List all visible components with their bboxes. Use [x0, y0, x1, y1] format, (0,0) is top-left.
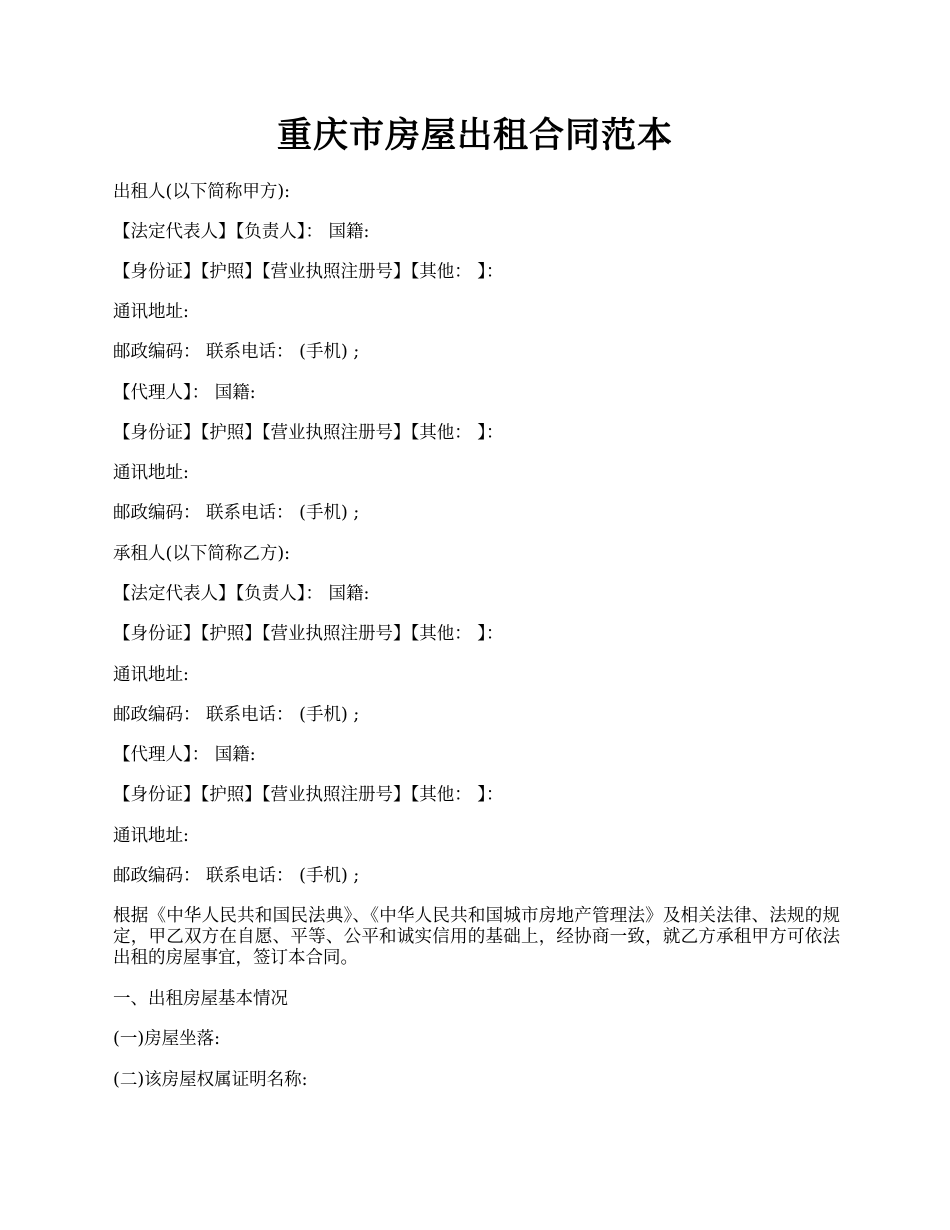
lessor-representative-line: 【法定代表人】【负责人】： 国籍:: [113, 222, 370, 242]
section-1-heading: 一、出租房屋基本情况: [113, 989, 288, 1009]
lessee-heading: 承租人(以下简称乙方):: [113, 544, 291, 564]
lessee-agent-id-line: 【身份证】【护照】【营业执照注册号】【其他： 】：: [113, 785, 504, 805]
lessee-id-line: 【身份证】【护照】【营业执照注册号】【其他： 】：: [113, 624, 504, 644]
lessor-agent-id-line: 【身份证】【护照】【营业执照注册号】【其他： 】：: [113, 423, 504, 443]
document-title: 重庆市房屋出租合同范本: [276, 115, 673, 156]
section-1-item-ownership-cert: (二)该房屋权属证明名称:: [113, 1070, 308, 1090]
lessor-agent-line: 【代理人】： 国籍:: [113, 383, 256, 403]
lessee-agent-address-line: 通讯地址:: [113, 826, 189, 846]
lessor-id-line: 【身份证】【护照】【营业执照注册号】【其他： 】：: [113, 262, 504, 282]
lessor-address-line: 通讯地址:: [113, 302, 189, 322]
lessee-contact-line: 邮政编码： 联系电话： (手机) ;: [113, 705, 360, 725]
lessor-agent-address-line: 通讯地址:: [113, 463, 189, 483]
lessor-heading: 出租人(以下简称甲方):: [113, 182, 291, 202]
basis-paragraph: 根据《中华人民共和国民法典》、《中华人民共和国城市房地产管理法》及相关法律、法规的规定，甲乙双方在自愿、平等、公平和诚实信用的基础上，经协商一致，就乙方承租甲方可依法出租的房屋事宜，签订本合同。: [113, 906, 840, 968]
lessee-representative-line: 【法定代表人】【负责人】： 国籍:: [113, 584, 370, 604]
lessee-agent-line: 【代理人】： 国籍:: [113, 745, 256, 765]
lessor-contact-line: 邮政编码： 联系电话： (手机) ;: [113, 342, 360, 362]
lessee-address-line: 通讯地址:: [113, 665, 189, 685]
section-1-item-location: (一)房屋坐落:: [113, 1029, 221, 1049]
lessee-agent-contact-line: 邮政编码： 联系电话： (手机) ;: [113, 866, 360, 886]
lessor-agent-contact-line: 邮政编码： 联系电话： (手机) ;: [113, 503, 360, 523]
